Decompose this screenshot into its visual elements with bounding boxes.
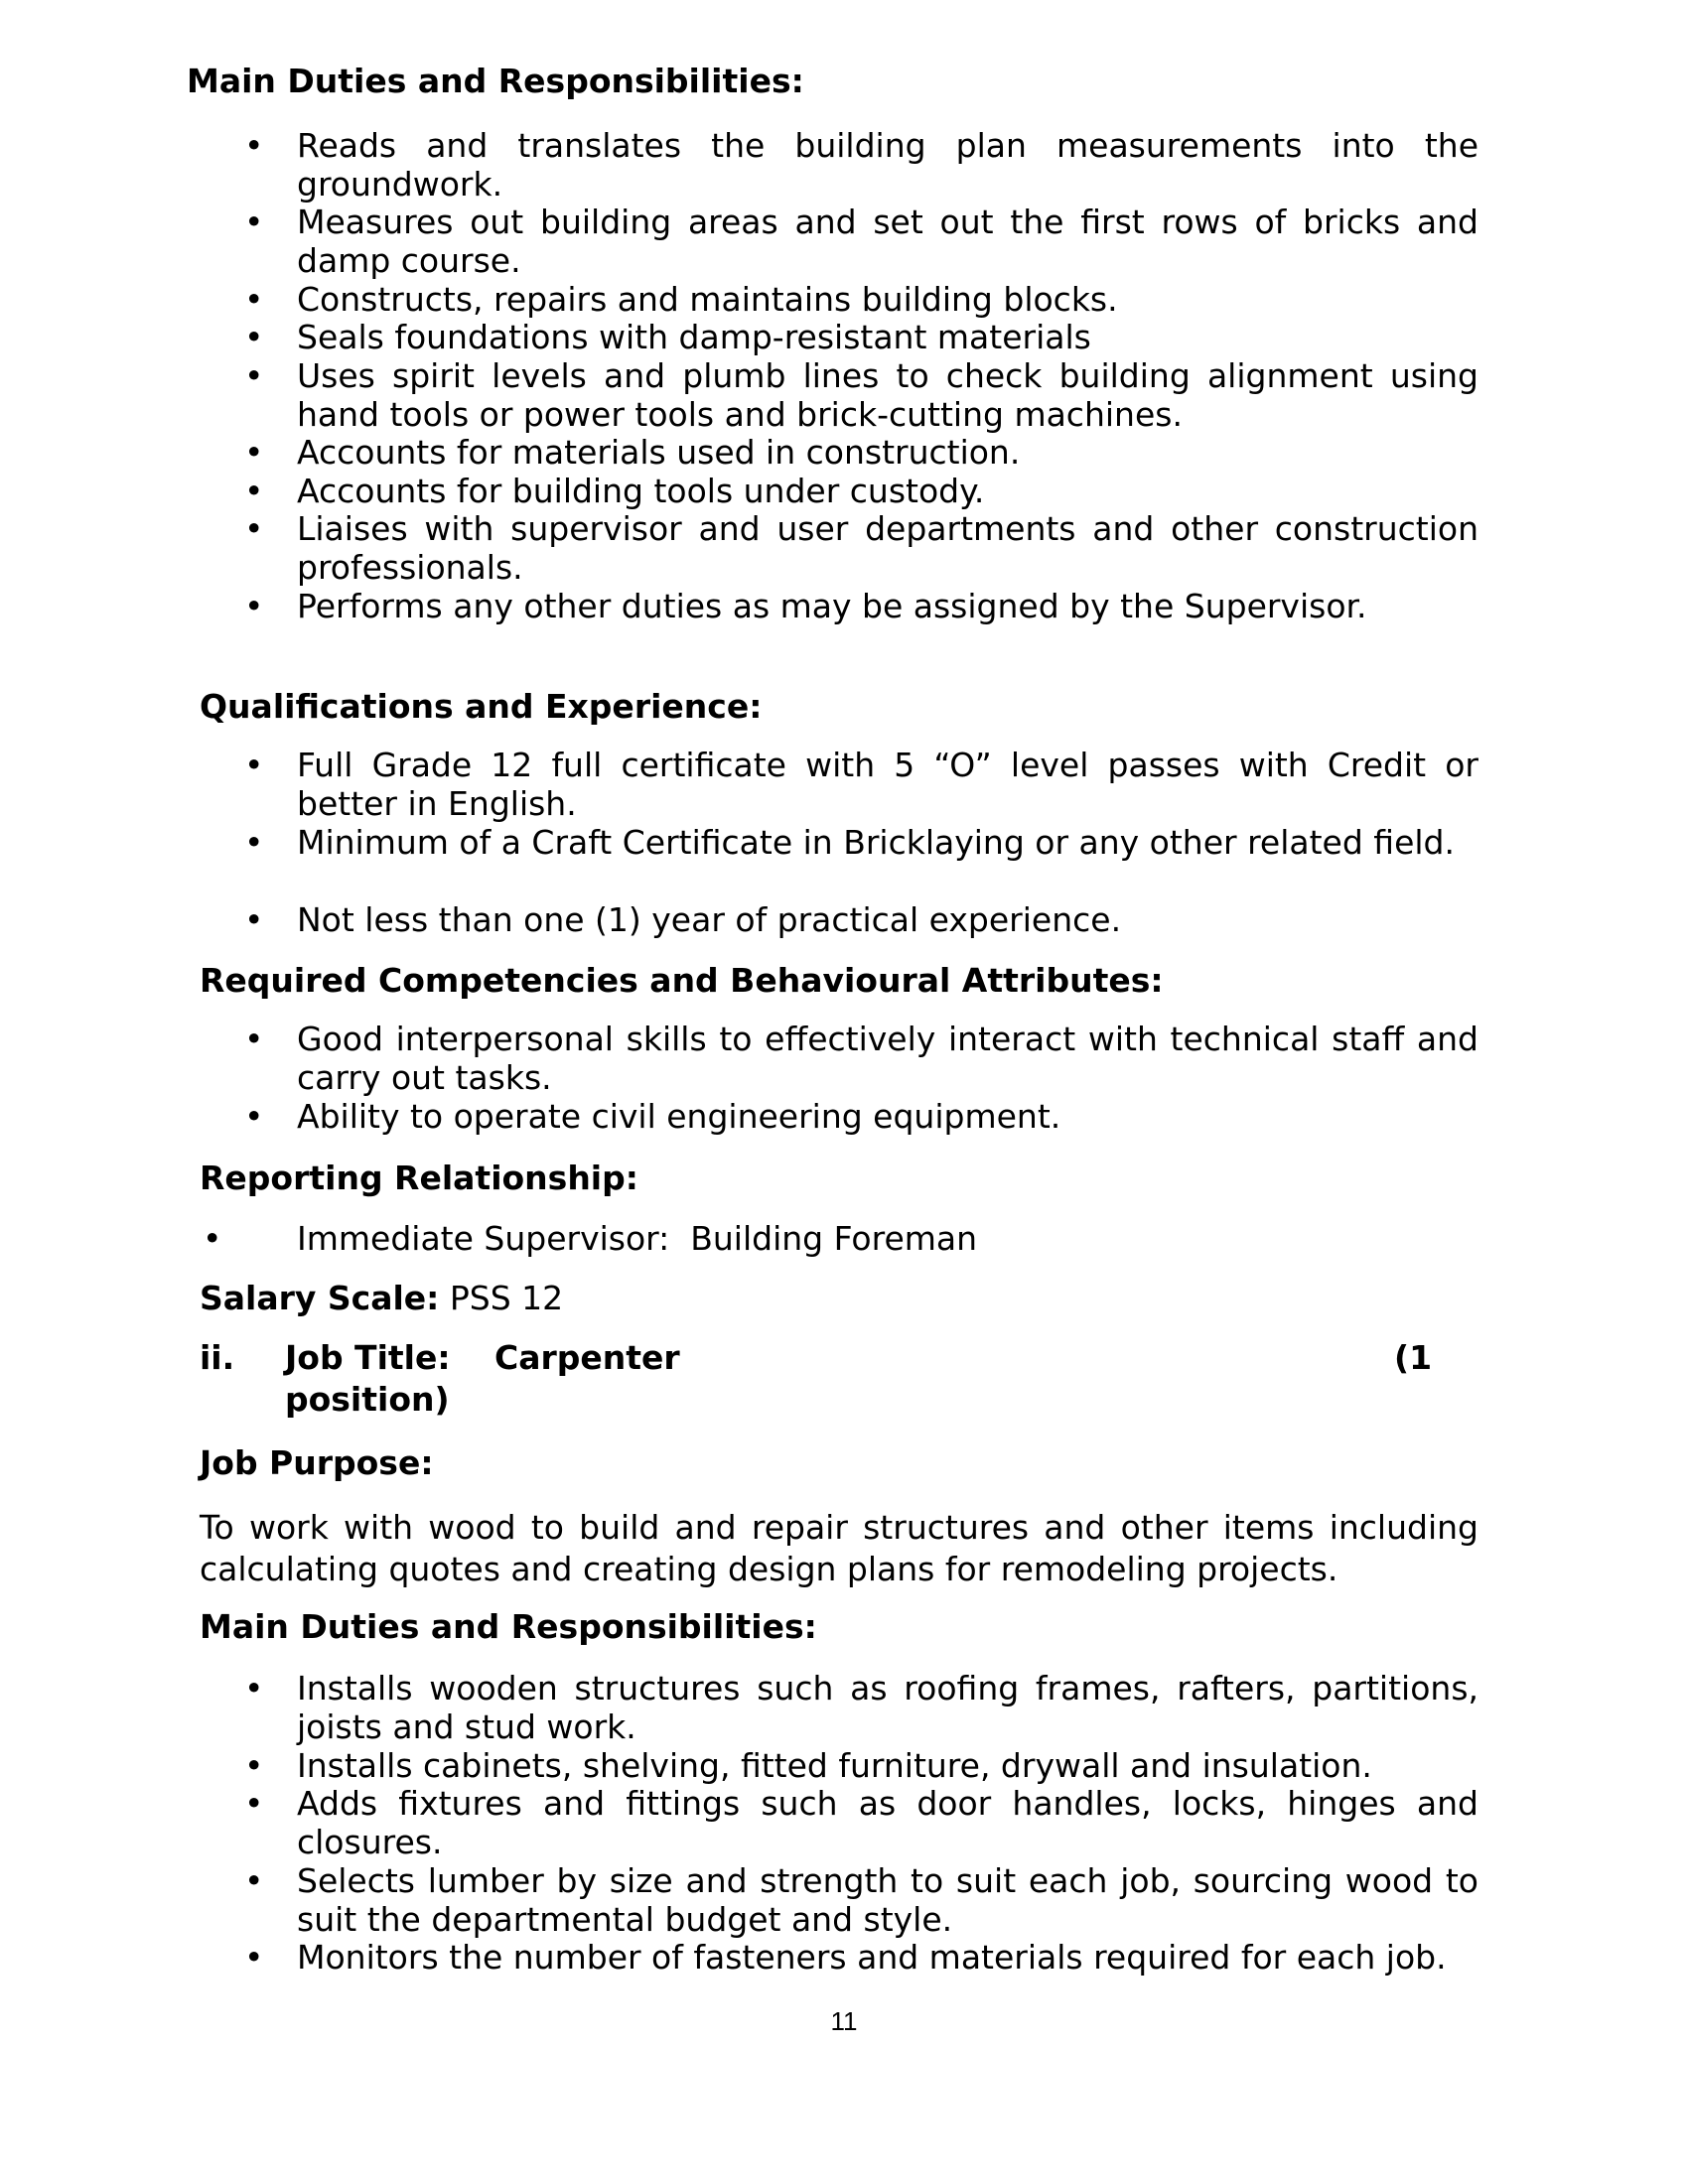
section-heading-reporting: Reporting Relationship:: [200, 1159, 638, 1197]
bullet: •: [244, 1784, 264, 1823]
bullet: •: [244, 746, 264, 784]
list-item-text: Installs cabinets, shelving, fitted furniture, drywall and insulation.: [297, 1746, 1372, 1785]
list-item-text: Accounts for materials used in construction.: [297, 433, 1021, 472]
bullet: •: [244, 472, 264, 510]
bullet: •: [244, 900, 264, 939]
list-item-text: Installs wooden structures such as roofing frames, rafters, partitions, joists and stud work.: [297, 1669, 1478, 1746]
page-number: 11: [830, 2006, 858, 2036]
list-item-text: Adds fixtures and fittings such as door handles, locks, hinges and closures.: [297, 1784, 1478, 1861]
salary-scale-label: Salary Scale:: [200, 1279, 440, 1317]
bullet: •: [244, 587, 264, 625]
list-item-text: Seals foundations with damp-resistant materials: [297, 318, 1091, 356]
bullet: •: [244, 126, 264, 165]
list-item-text: Minimum of a Craft Certificate in Bricklaying or any other related field.: [297, 823, 1455, 862]
section-heading-main-duties-2: Main Duties and Responsibilities:: [200, 1607, 817, 1646]
section-heading-competencies: Required Competencies and Behavioural Attributes:: [200, 961, 1164, 1000]
list-item-text: Reads and translates the building plan measurements into the groundwork.: [297, 126, 1478, 204]
list-item-text: Measures out building areas and set out the first rows of bricks and damp course.: [297, 203, 1478, 280]
list-item-text: Constructs, repairs and maintains building blocks.: [297, 280, 1118, 319]
list-item-text: Full Grade 12 full certificate with 5 “O” level passes with Credit or better in English.: [297, 746, 1478, 823]
job-title-label: Job Title:: [285, 1338, 451, 1377]
bullet: •: [244, 356, 264, 395]
salary-scale: [200, 1279, 563, 1317]
job-position-count: (1: [1394, 1338, 1433, 1377]
bullet: •: [244, 1861, 264, 1900]
list-item-text: Selects lumber by size and strength to suit each job, sourcing wood to suit the departmental budget and style.: [297, 1861, 1478, 1939]
bullet: •: [244, 433, 264, 472]
section-heading-main-duties: Main Duties and Responsibilities:: [187, 62, 804, 100]
list-item-text: Good interpersonal skills to effectively interact with technical staff and carry out tasks.: [297, 1020, 1478, 1097]
section-heading-job-purpose: Job Purpose:: [200, 1443, 434, 1482]
bullet: •: [244, 318, 264, 356]
job-purpose-text: To work with wood to build and repair structures and other items including calculating quotes and creating design plans for remodeling projects.: [200, 1508, 1478, 1588]
bullet: •: [244, 203, 264, 241]
job-number: ii.: [200, 1338, 235, 1377]
bullet: •: [244, 509, 264, 548]
bullet: •: [244, 1669, 264, 1707]
list-item-text: Not less than one (1) year of practical experience.: [297, 900, 1122, 939]
bullet: •: [244, 823, 264, 862]
bullet: •: [244, 1938, 264, 1977]
list-item-text: Accounts for building tools under custody.: [297, 472, 985, 510]
reporting-item-text: Immediate Supervisor: Building Foreman: [297, 1219, 978, 1258]
list-item-text: Monitors the number of fasteners and materials required for each job.: [297, 1938, 1447, 1977]
salary-scale-value: PSS 12: [439, 1279, 564, 1317]
job-position-count-cont: position): [285, 1380, 450, 1419]
list-item-text: Uses spirit levels and plumb lines to check building alignment using hand tools or power tools and brick-cutting machines.: [297, 356, 1478, 434]
job-title-value: Carpenter: [494, 1338, 680, 1377]
list-item-text: Liaises with supervisor and user departments and other construction professionals.: [297, 509, 1478, 587]
bullet: •: [203, 1219, 222, 1258]
bullet: •: [244, 1020, 264, 1058]
list-item-text: Ability to operate civil engineering equipment.: [297, 1097, 1061, 1136]
bullet: •: [244, 1097, 264, 1136]
list-item-text: Performs any other duties as may be assigned by the Supervisor.: [297, 587, 1367, 625]
bullet: •: [244, 280, 264, 319]
bullet: •: [244, 1746, 264, 1785]
section-heading-qualifications: Qualifications and Experience:: [200, 687, 763, 726]
